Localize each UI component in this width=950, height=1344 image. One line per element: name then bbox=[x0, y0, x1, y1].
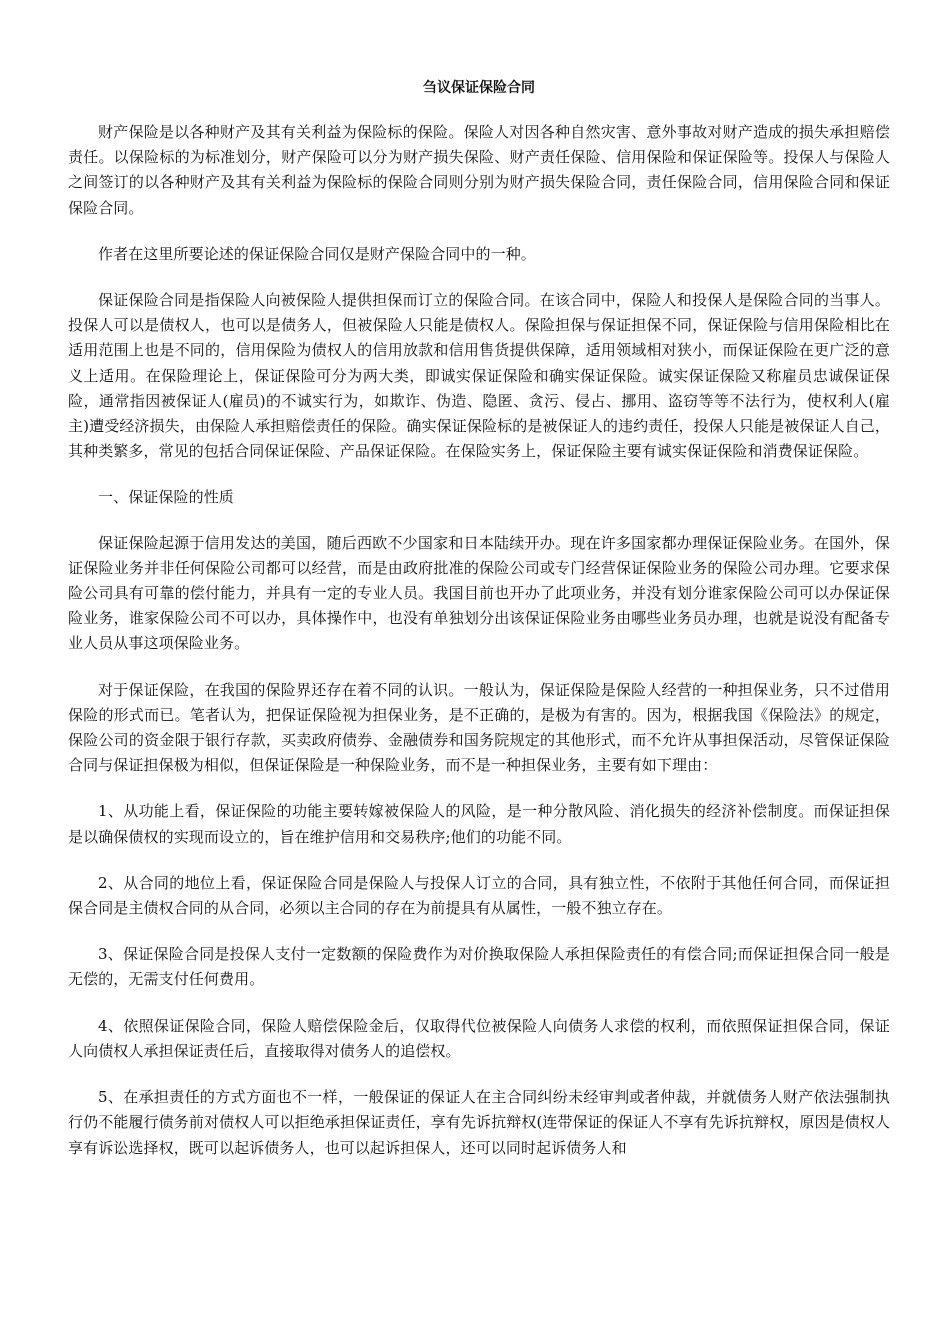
paragraph-property-insurance-intro: 财产保险是以各种财产及其有关利益为保险标的保险。保险人对因各种自然灾害、意外事故对财产造成的损失承担赔偿责任。以保险标的为标准划分，财产保险可以分为财产损失保险、财产责任保险、信用保险和保证保险等。投保人与保险人之间签订的以各种财产及其有关利益为保险标的保险合同则分别为财产损失保险合同，责任保险合同，信用保险合同和保证保险合同。 bbox=[68, 123, 890, 217]
list-item-reason-5: 5、在承担责任的方式方面也不一样，一般保证的保证人在主合同纠纷未经审判或者仲裁，并就债务人财产依法强制执行仍不能履行债务前对债权人可以拒绝承担保证责任，享有先诉抗辩权(连带保证的保证人不享有先诉抗辩权，原因是债权人享有诉讼选择权，既可以起诉债务人，也可以起诉担保人，还可以同时起诉债务人和 bbox=[68, 1088, 890, 1157]
document-page bbox=[68, 78, 890, 1182]
document-title: 刍议保证保险合同 bbox=[423, 80, 535, 96]
section-heading-nature: 一、保证保险的性质 bbox=[98, 488, 234, 507]
paragraph-origin: 保证保险起源于信用发达的美国，随后西欧不少国家和日本陆续开办。现在许多国家都办理保证保险业务。在国外，保证保险业务并非任何保险公司都可以经营，而是由政府批准的保险公司或专门经营保证保险业务的保险公司办理。它要求保险公司具有可靠的偿付能力，并具有一定的专业人员。我国目前也开办了此项业务，并没有划分谁家保险公司可以办保证保险业务，谁家保险公司不可以办，具体操作中，也没有单独划分出该保证保险业务由哪些业务员办理，也就是说没有配备专业人员从事这项保险业务。 bbox=[68, 533, 890, 653]
paragraph-author-scope: 作者在这里所要论述的保证保险合同仅是财产保险合同中的一种。 bbox=[98, 244, 536, 263]
paragraph-different-views: 对于保证保险，在我国的保险界还存在着不同的认识。一般认为，保证保险是保险人经营的一种担保业务，只不过借用保险的形式而已。笔者认为，把保证保险视为担保业务，是不正确的，是极为有害的。因为，根据我国《保险法》的规定，保险公司的资金限于银行存款，买卖政府债券、金融债券和国务院规定的其他形式，而不允许从事担保活动，尽管保证保险合同与保证担保极为相似，但保证保险是一种保险业务，而不是一种担保业务，主要有如下理由： bbox=[68, 680, 890, 775]
list-item-reason-4: 4、依照保证保险合同，保险人赔偿保险金后，仅取得代位被保险人向债务人求偿的权利，而依照保证担保合同，保证人向债权人承担保证责任后，直接取得对债务人的追偿权。 bbox=[68, 1016, 890, 1060]
paragraph-guarantee-insurance-definition: 保证保险合同是指保险人向被保险人提供担保而订立的保险合同。在该合同中，保险人和投保人是保险合同的当事人。投保人可以是债权人，也可以是债务人，但被保险人只能是债权人。保险担保与保证担保不同，保证保险与信用保险相比在适用范围上也是不同的，信用保险为债权人的信用放款和信用售货提供保障，适用领域相对狭小，而保证保险在更广泛的意义上适用。在保险理论上，保证保险可分为两大类，即诚实保证保险和确实保证保险。诚实保证保险又称雇员忠诚保证保险，通常指因被保证人(雇员)的不诚实行为，如欺诈、伪造、隐匿、贪污、侵占、挪用、盗窃等等不法行为，使权利人(雇主)遭受经济损失，由保险人承担赔偿责任的保险。确实保证保险标的是被保证人的违约责任，投保人只能是被保证人自己，其种类繁多，常见的包括合同保证保险、产品保证保险。在保险实务上，保证保险主要有诚实保证保险和消费保证保险。 bbox=[68, 291, 890, 461]
list-item-reason-1: 1、从功能上看，保证保险的功能主要转嫁被保险人的风险，是一种分散风险、消化损失的经济补偿制度。而保证担保是以确保债权的实现而设立的，旨在维护信用和交易秩序;他们的功能不同。 bbox=[68, 802, 890, 846]
list-item-reason-2: 2、从合同的地位上看，保证保险合同是保险人与投保人订立的合同，具有独立性，不依附于其他任何合同，而保证担保合同是主债权合同的从合同，必须以主合同的存在为前提具有从属性，一般不独立存在。 bbox=[68, 873, 890, 918]
list-item-reason-3: 3、保证保险合同是投保人支付一定数额的保险费作为对价换取保险人承担保险责任的有偿合同;而保证担保合同一般是无偿的，无需支付任何费用。 bbox=[68, 945, 890, 989]
